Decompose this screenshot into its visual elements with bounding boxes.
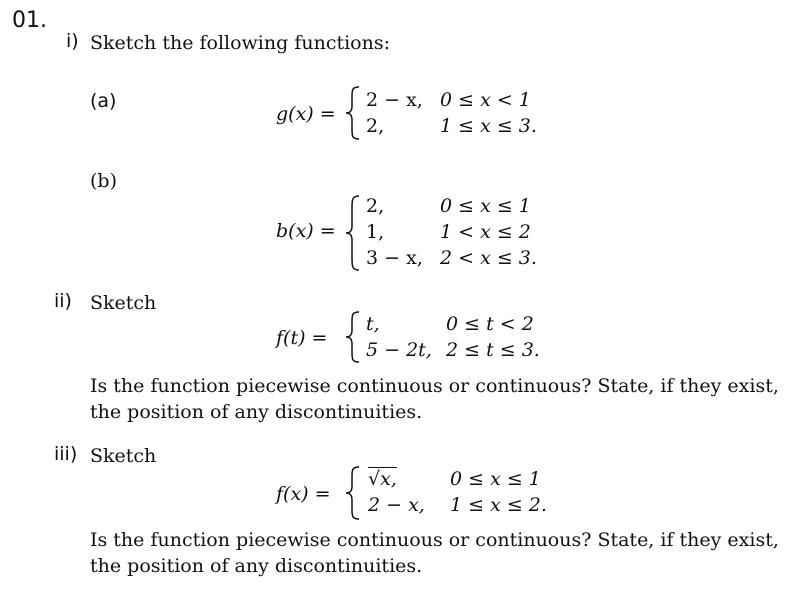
part-ii-label: ii)	[54, 290, 72, 312]
equation-g-lhs: g(x) =	[276, 103, 336, 125]
b-case2-cond: 1 < x ≤ 2	[440, 221, 531, 243]
fx-case1-expr: √x,	[368, 468, 397, 490]
part-ia-label: (a)	[90, 90, 117, 112]
b-case3-cond: 2 < x ≤ 3.	[440, 247, 537, 269]
part-i-instruction: Sketch the following functions:	[90, 32, 391, 54]
part-iii-instruction: Sketch	[90, 445, 157, 467]
b-case1-cond: 0 ≤ x ≤ 1	[440, 195, 531, 217]
equation-ft-lhs: f(t) =	[276, 327, 328, 349]
part-iii-question-line1: Is the function piecewise continuous or continuous? State, if they exist,	[90, 529, 779, 551]
equation-fx-lhs: f(x) =	[276, 483, 331, 505]
ft-case2-expr: 5 − 2t,	[366, 339, 432, 361]
fx-case1-cond: 0 ≤ x ≤ 1	[450, 468, 541, 490]
ft-case2-cond: 2 ≤ t ≤ 3.	[446, 339, 540, 361]
left-brace-icon	[342, 464, 362, 522]
fx-case2-expr: 2 − x,	[368, 494, 425, 516]
g-case2-expr: 2,	[366, 115, 385, 137]
part-iii-label: iii)	[54, 443, 78, 465]
g-case1-cond: 0 ≤ x < 1	[440, 89, 531, 111]
part-ii-instruction: Sketch	[90, 292, 157, 314]
b-case3-expr: 3 − x,	[366, 247, 423, 269]
part-i-label: i)	[66, 30, 79, 52]
b-case2-expr: 1,	[366, 221, 385, 243]
g-case1-expr: 2 − x,	[366, 89, 423, 111]
part-iii-question-line2: the position of any discontinuities.	[90, 555, 423, 577]
part-ib-label: (b)	[90, 170, 117, 192]
fx-case2-cond: 1 ≤ x ≤ 2.	[450, 494, 547, 516]
ft-case1-cond: 0 ≤ t < 2	[446, 313, 534, 335]
question-number: 01.	[12, 8, 47, 33]
equation-b-lhs: b(x) =	[276, 220, 336, 242]
part-ii-question-line2: the position of any discontinuities.	[90, 401, 423, 423]
b-case1-expr: 2,	[366, 195, 385, 217]
left-brace-icon	[342, 309, 362, 365]
part-ii-question-line1: Is the function piecewise continuous or continuous? State, if they exist,	[90, 375, 779, 397]
left-brace-icon	[342, 84, 362, 142]
left-brace-icon	[342, 193, 362, 273]
ft-case1-expr: t,	[366, 313, 380, 335]
g-case2-cond: 1 ≤ x ≤ 3.	[440, 115, 537, 137]
